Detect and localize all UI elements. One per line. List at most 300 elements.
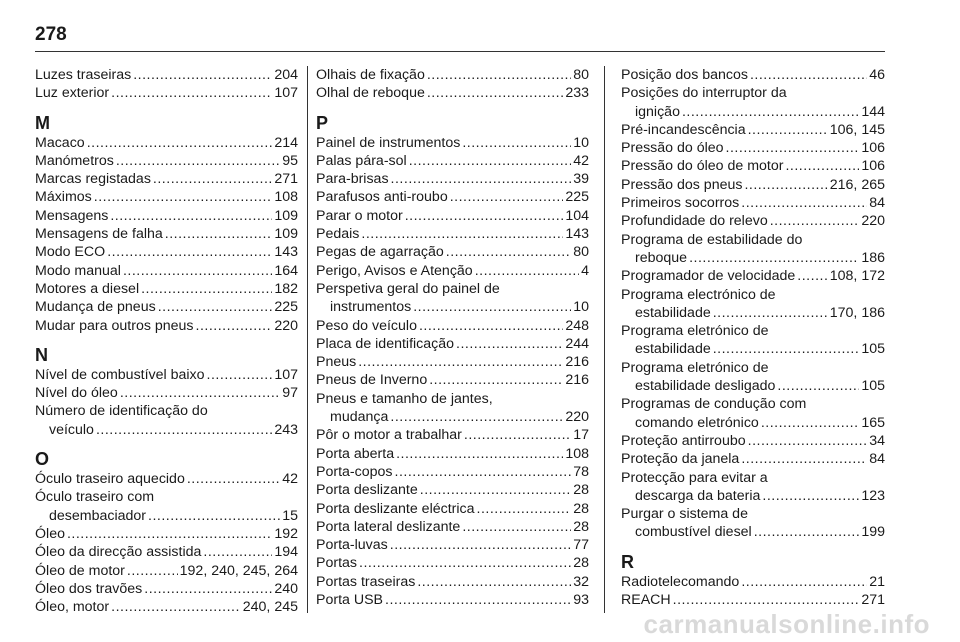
entry-term: Programas de condução com xyxy=(621,396,807,413)
entry-pages: 39 xyxy=(573,171,589,188)
entry-term: Programa eletrónico de xyxy=(621,323,769,340)
index-entry xyxy=(35,402,298,439)
index-entry xyxy=(316,536,589,554)
dot-leader xyxy=(94,188,273,206)
entry-term: Programa electrónico de xyxy=(621,286,776,303)
dot-leader xyxy=(187,470,280,488)
entry-continuation xyxy=(621,523,885,541)
letter-heading: M xyxy=(35,112,50,133)
entry-pages: 32 xyxy=(573,573,589,590)
index-entry xyxy=(35,525,298,543)
dot-leader xyxy=(741,450,867,468)
entry-pages: 106, 145 xyxy=(829,121,885,138)
entry-pages: 109 xyxy=(274,226,298,243)
index-entry xyxy=(35,366,298,384)
entry-pages: 97 xyxy=(282,385,298,402)
entry-term: Modo ECO xyxy=(35,244,106,261)
page-number: 278 xyxy=(35,24,67,45)
entry-continuation xyxy=(621,249,885,267)
entry-term: Mudança de pneus xyxy=(35,299,156,316)
entry-term: Porta USB xyxy=(316,592,384,609)
entry-term: Radiotelecomando xyxy=(621,573,740,590)
dot-leader xyxy=(741,573,867,591)
entry-pages: 240, 245 xyxy=(242,599,298,616)
entry-term-continued: reboque xyxy=(635,249,688,266)
letter-heading: N xyxy=(35,344,48,365)
entry-pages: 104 xyxy=(565,207,589,224)
entry-pages: 95 xyxy=(282,152,298,169)
entry-pages: 244 xyxy=(565,335,589,352)
index-entry xyxy=(35,207,298,225)
dot-leader xyxy=(754,523,860,541)
dot-leader xyxy=(417,573,571,591)
entry-pages: 21 xyxy=(869,573,885,590)
index-entry xyxy=(316,66,589,84)
index-entry xyxy=(621,231,885,268)
dot-leader xyxy=(413,298,571,316)
entry-term: Pré-incandescência xyxy=(621,121,746,138)
entry-pages: 108, 172 xyxy=(829,268,885,285)
entry-term: Óleo, motor xyxy=(35,599,110,616)
entry-continuation xyxy=(621,103,885,121)
index-entry xyxy=(316,170,589,188)
dot-leader xyxy=(153,170,272,188)
entry-term: Peso do veículo xyxy=(316,317,417,334)
entry-pages: 204 xyxy=(274,67,298,83)
dot-leader xyxy=(405,207,564,225)
dot-leader xyxy=(777,377,859,395)
index-entry xyxy=(316,207,589,225)
dot-leader xyxy=(713,340,860,358)
entry-term: Olhais de fixação xyxy=(316,67,425,83)
dot-leader xyxy=(748,121,828,139)
entry-pages: 106 xyxy=(861,140,885,157)
index-entry xyxy=(35,262,298,280)
index-column-1 xyxy=(35,66,298,616)
entry-term: Primeiros socorros xyxy=(621,195,740,212)
index-entry xyxy=(316,280,589,317)
entry-pages: 10 xyxy=(573,134,589,151)
index-entry xyxy=(35,298,298,316)
index-entry xyxy=(35,134,298,152)
dot-leader xyxy=(797,267,827,285)
index-entry xyxy=(35,84,298,102)
entry-term: Perspetiva geral do painel de xyxy=(316,280,500,297)
entry-term: Mudar para outros pneus xyxy=(35,317,194,334)
index-entry xyxy=(316,84,589,102)
entry-term: Mensagens xyxy=(35,207,109,224)
index-entry xyxy=(621,212,885,230)
dot-leader xyxy=(750,66,867,84)
dot-leader xyxy=(464,426,571,444)
dot-leader xyxy=(462,134,571,152)
index-entry xyxy=(621,286,885,323)
entry-pages: 243 xyxy=(274,421,298,438)
dot-leader xyxy=(713,304,828,322)
index-entry xyxy=(316,152,589,170)
entry-term: Para-brisas xyxy=(316,171,389,188)
dot-leader xyxy=(207,366,273,384)
index-entry xyxy=(316,445,589,463)
dot-leader xyxy=(141,280,272,298)
entry-term: Programador de velocidade xyxy=(621,268,796,285)
index-entry xyxy=(35,384,298,402)
index-entry xyxy=(621,469,885,506)
entry-pages: 233 xyxy=(565,85,589,102)
entry-term: Palas pára-sol xyxy=(316,152,407,169)
index-entry xyxy=(35,280,298,298)
entry-pages: 80 xyxy=(573,67,589,83)
index-entry xyxy=(621,322,885,359)
entry-continuation xyxy=(621,414,885,432)
entry-pages: 192 xyxy=(274,525,298,542)
entry-term: Olhal de reboque xyxy=(316,85,425,102)
index-entry xyxy=(316,371,589,389)
entry-term: Mensagens de falha xyxy=(35,226,163,243)
entry-term: Óculo traseiro aquecido xyxy=(35,471,185,488)
entry-term-continued: comando eletrónico xyxy=(635,414,759,431)
index-entry xyxy=(621,84,885,121)
entry-pages: 105 xyxy=(861,378,885,395)
entry-pages: 216 xyxy=(565,354,589,371)
dot-leader xyxy=(111,598,241,616)
dot-leader xyxy=(395,463,572,481)
entry-term: Modo manual xyxy=(35,262,121,279)
entry-term: REACH xyxy=(621,592,671,609)
entry-term-continued: mudança xyxy=(330,409,389,426)
entry-pages: 93 xyxy=(573,592,589,609)
dot-leader xyxy=(761,414,860,432)
index-entry xyxy=(621,157,885,175)
entry-term: Marcas registadas xyxy=(35,171,151,188)
dot-leader xyxy=(785,157,859,175)
letter-heading: R xyxy=(621,551,634,572)
dot-leader xyxy=(477,500,572,518)
dot-leader xyxy=(111,84,272,102)
entry-pages: 143 xyxy=(274,244,298,261)
dot-leader xyxy=(148,507,280,525)
index-entry xyxy=(621,359,885,396)
index-entry xyxy=(621,573,885,591)
entry-term-continued: estabilidade desligado xyxy=(635,378,776,395)
entry-term: Programa de estabilidade do xyxy=(621,231,803,248)
dot-leader xyxy=(748,432,868,450)
dot-leader xyxy=(361,225,563,243)
entry-pages: 220 xyxy=(861,213,885,230)
index-entry xyxy=(316,554,589,572)
entry-term-continued: estabilidade xyxy=(635,304,711,321)
entry-pages: 28 xyxy=(573,518,589,535)
dot-leader xyxy=(741,194,867,212)
dot-leader xyxy=(133,66,272,84)
entry-pages: 220 xyxy=(274,317,298,334)
dot-leader xyxy=(390,408,563,426)
entry-pages: 42 xyxy=(282,471,298,488)
dot-leader xyxy=(203,543,272,561)
dot-leader xyxy=(689,249,859,267)
dot-leader xyxy=(391,170,572,188)
index-entry xyxy=(316,518,589,536)
entry-term: Portas traseiras xyxy=(316,573,416,590)
dot-leader xyxy=(726,139,860,157)
entry-pages: 84 xyxy=(869,451,885,468)
entry-term: Parar o motor xyxy=(316,207,403,224)
entry-pages: 225 xyxy=(274,299,298,316)
index-entry xyxy=(621,194,885,212)
index-entry xyxy=(316,335,589,353)
entry-continuation xyxy=(621,377,885,395)
entry-pages: 240 xyxy=(274,580,298,597)
entry-continuation xyxy=(35,421,298,439)
dot-leader xyxy=(419,317,563,335)
column-divider xyxy=(307,66,308,613)
dot-leader xyxy=(427,66,571,84)
entry-term: Portas xyxy=(316,555,358,572)
entry-term: Óleo da direcção assistida xyxy=(35,544,202,561)
index-entry xyxy=(316,390,589,427)
entry-pages: 248 xyxy=(565,317,589,334)
entry-pages: 46 xyxy=(869,67,885,83)
entry-pages: 220 xyxy=(565,409,589,426)
dot-leader xyxy=(682,103,859,121)
index-entry xyxy=(316,481,589,499)
entry-term: Pressão dos pneus xyxy=(621,176,743,193)
entry-term: Proteção da janela xyxy=(621,451,740,468)
entry-pages: 182 xyxy=(274,280,298,297)
dot-leader xyxy=(144,580,272,598)
index-column-2 xyxy=(316,66,589,609)
index-entry xyxy=(316,243,589,261)
entry-term: Porta deslizante eléctrica xyxy=(316,500,475,517)
dot-leader xyxy=(396,445,563,463)
entry-term: Motores a diesel xyxy=(35,280,140,297)
entry-pages: 15 xyxy=(282,507,298,524)
entry-pages: 214 xyxy=(274,134,298,151)
entry-term-continued: estabilidade xyxy=(635,341,711,358)
entry-term: Nível do óleo xyxy=(35,385,118,402)
entry-term-continued: ignição xyxy=(635,103,680,120)
entry-pages: 194 xyxy=(274,544,298,561)
dot-leader xyxy=(87,134,273,152)
entry-term: Porta-copos xyxy=(316,463,393,480)
entry-pages: 216 xyxy=(565,372,589,389)
index-entry xyxy=(621,121,885,139)
entry-pages: 80 xyxy=(573,244,589,261)
dot-leader xyxy=(116,152,280,170)
dot-leader xyxy=(123,262,272,280)
entry-pages: 4 xyxy=(581,262,589,279)
entry-pages: 28 xyxy=(573,482,589,499)
entry-pages: 165 xyxy=(861,414,885,431)
entry-term: Luz exterior xyxy=(35,85,110,102)
entry-pages: 84 xyxy=(869,195,885,212)
entry-continuation xyxy=(621,304,885,322)
entry-pages: 28 xyxy=(573,500,589,517)
index-entry xyxy=(621,432,885,450)
index-entry xyxy=(35,243,298,261)
entry-term: Posição dos bancos xyxy=(621,67,748,83)
entry-term: Pegas de agarração xyxy=(316,244,444,261)
column-divider xyxy=(604,66,605,613)
entry-term: Pôr o motor a trabalhar xyxy=(316,427,462,444)
entry-term: Manómetros xyxy=(35,152,114,169)
entry-pages: 77 xyxy=(573,537,589,554)
index-entry xyxy=(621,505,885,542)
index-entry xyxy=(621,66,885,84)
index-entry xyxy=(621,267,885,285)
entry-term: Pressão do óleo de motor xyxy=(621,158,784,175)
entry-term: Programa eletrónico de xyxy=(621,359,769,376)
entry-pages: 109 xyxy=(274,207,298,224)
dot-leader xyxy=(450,188,564,206)
entry-pages: 34 xyxy=(869,432,885,449)
entry-term-continued: combustível diesel xyxy=(635,524,752,541)
index-entry xyxy=(621,395,885,432)
index-entry xyxy=(35,66,298,84)
header-rule xyxy=(35,51,885,52)
index-entry xyxy=(35,225,298,243)
watermark: carmanualsonline.info xyxy=(643,609,930,639)
index-entry xyxy=(316,188,589,206)
entry-pages: 78 xyxy=(573,463,589,480)
dot-leader xyxy=(358,353,563,371)
entry-term: Protecção para evitar a xyxy=(621,469,768,486)
index-entry xyxy=(316,573,589,591)
dot-leader xyxy=(158,298,273,316)
dot-leader xyxy=(770,212,860,230)
entry-term: Pneus e tamanho de jantes, xyxy=(316,390,493,407)
index-entry xyxy=(316,591,589,609)
entry-term: Macaco xyxy=(35,134,85,151)
entry-term: Pneus xyxy=(316,354,357,371)
letter-heading: P xyxy=(316,112,329,133)
entry-pages: 10 xyxy=(573,299,589,316)
letter-heading: O xyxy=(35,449,50,470)
entry-pages: 108 xyxy=(274,189,298,206)
index-entry xyxy=(35,580,298,598)
entry-pages: 216, 265 xyxy=(829,176,885,193)
entry-continuation xyxy=(621,340,885,358)
index-entry xyxy=(316,317,589,335)
entry-pages: 42 xyxy=(573,152,589,169)
entry-continuation xyxy=(35,507,298,525)
entry-continuation xyxy=(316,298,589,316)
entry-pages: 192, 240, 245, 264 xyxy=(179,562,298,579)
dot-leader xyxy=(390,536,571,554)
index-entry xyxy=(621,450,885,468)
dot-leader xyxy=(385,591,571,609)
index-entry xyxy=(316,426,589,444)
index-entry xyxy=(35,543,298,561)
entry-term: Porta deslizante xyxy=(316,482,418,499)
entry-pages: 105 xyxy=(861,341,885,358)
index-entry xyxy=(316,463,589,481)
entry-pages: 28 xyxy=(573,555,589,572)
entry-pages: 17 xyxy=(573,427,589,444)
entry-term: Luzes traseiras xyxy=(35,67,132,83)
entry-term: Perigo, Avisos e Atenção xyxy=(316,262,473,279)
index-entry xyxy=(35,488,298,525)
entry-pages: 271 xyxy=(274,171,298,188)
index-entry xyxy=(35,562,298,580)
entry-term: Proteção antirroubo xyxy=(621,432,746,449)
index-entry xyxy=(35,470,298,488)
entry-term-continued: descarga da bateria xyxy=(635,487,761,504)
dot-leader xyxy=(456,335,563,353)
index-entry xyxy=(316,500,589,518)
entry-term: Óculo traseiro com xyxy=(35,489,155,506)
entry-term: Parafusos anti-roubo xyxy=(316,189,448,206)
entry-term-continued: instrumentos xyxy=(330,299,412,316)
entry-pages: 144 xyxy=(861,103,885,120)
entry-pages: 106 xyxy=(861,158,885,175)
index-entry xyxy=(35,317,298,335)
dot-leader xyxy=(96,421,272,439)
index-entry xyxy=(316,262,589,280)
dot-leader xyxy=(409,152,572,170)
entry-term: Óleo de motor xyxy=(35,562,125,579)
dot-leader xyxy=(110,207,272,225)
index-column-3 xyxy=(621,66,885,609)
dot-leader xyxy=(120,384,280,402)
entry-pages: 271 xyxy=(861,592,885,609)
entry-term: Profundidade do relevo xyxy=(621,213,768,230)
dot-leader xyxy=(762,487,859,505)
dot-leader xyxy=(67,525,272,543)
index-entry xyxy=(316,134,589,152)
dot-leader xyxy=(429,371,563,389)
entry-term: Óleo xyxy=(35,525,65,542)
dot-leader xyxy=(446,243,571,261)
dot-leader xyxy=(127,562,178,580)
entry-term: Pneus de Inverno xyxy=(316,372,428,389)
dot-leader xyxy=(475,262,579,280)
entry-term-continued: veículo xyxy=(49,421,94,438)
index-entry xyxy=(621,176,885,194)
entry-term: Nível de combustível baixo xyxy=(35,366,205,383)
entry-pages: 186 xyxy=(861,249,885,266)
entry-term: Máximos xyxy=(35,189,92,206)
entry-term: Pedais xyxy=(316,226,360,243)
dot-leader xyxy=(196,317,273,335)
dot-leader xyxy=(462,518,571,536)
entry-term: Óleo dos travões xyxy=(35,580,143,597)
entry-pages: 108 xyxy=(565,445,589,462)
entry-continuation xyxy=(316,408,589,426)
index-entry xyxy=(35,170,298,188)
entry-term-continued: desembaciador xyxy=(49,507,147,524)
dot-leader xyxy=(427,84,563,102)
dot-leader xyxy=(420,481,571,499)
entry-pages: 107 xyxy=(274,366,298,383)
entry-term: Purgar o sistema de xyxy=(621,506,748,523)
entry-pages: 225 xyxy=(565,189,589,206)
entry-pages: 199 xyxy=(861,524,885,541)
entry-term: Porta-luvas xyxy=(316,537,388,554)
entry-term: Porta aberta xyxy=(316,445,395,462)
index-entry xyxy=(35,598,298,616)
entry-term: Placa de identificação xyxy=(316,335,455,352)
entry-term: Painel de instrumentos xyxy=(316,134,461,151)
dot-leader xyxy=(744,176,827,194)
entry-term: Número de identificação do xyxy=(35,403,208,420)
entry-term: Pressão do óleo xyxy=(621,140,724,157)
entry-term: Porta lateral deslizante xyxy=(316,518,461,535)
entry-pages: 107 xyxy=(274,85,298,102)
index-entry xyxy=(621,591,885,609)
entry-pages: 164 xyxy=(274,262,298,279)
entry-pages: 123 xyxy=(861,487,885,504)
